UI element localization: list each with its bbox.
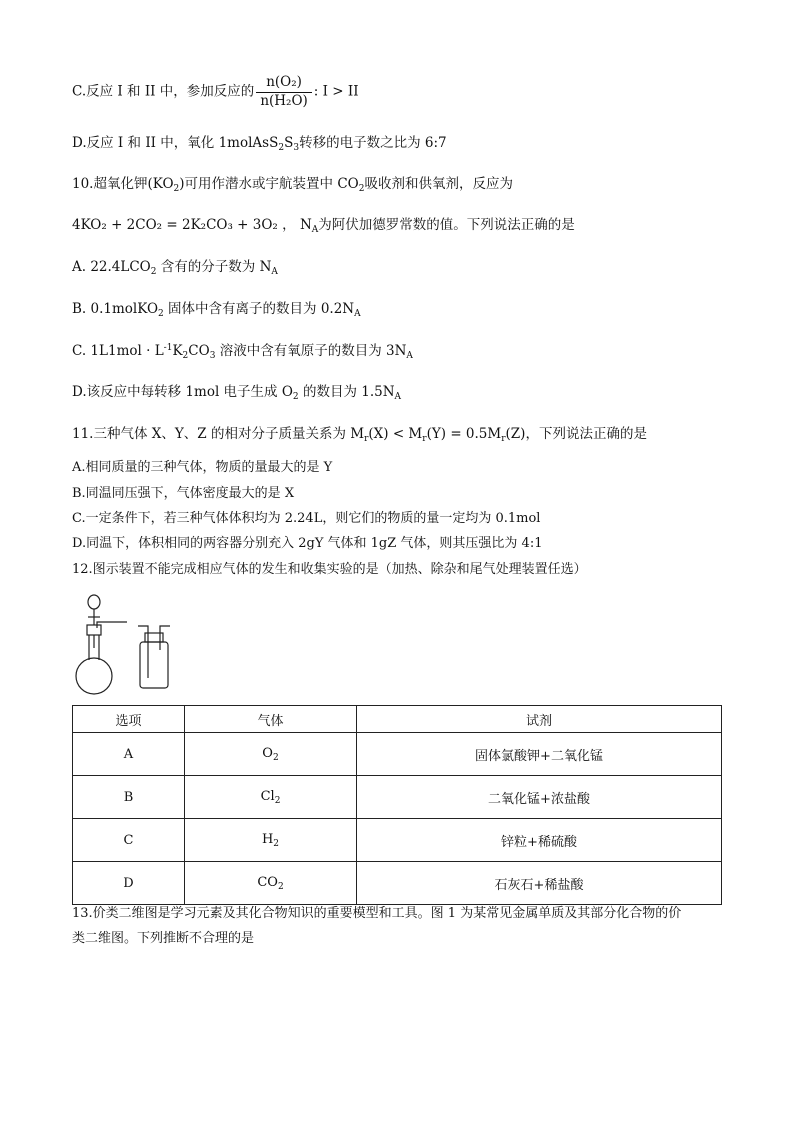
gas-cell	[185, 776, 357, 819]
q11-option-d: D.同温下，体积相同的两容器分别充入 2gY 气体和 1gZ 气体，则其压强比为 4:1	[72, 536, 543, 551]
q9-option-c	[72, 76, 359, 108]
q11-option-c: C.一定条件下，若三种气体体积均为 2.24L，则它们的物质的量一定均为 0.1mol	[72, 511, 541, 526]
subscript: 2	[292, 392, 299, 402]
subscript: 2	[173, 184, 180, 194]
gas-formula: CO	[257, 874, 278, 890]
q12-options-table	[72, 705, 722, 905]
round-bottom-flask	[76, 658, 112, 694]
subscript: 2	[358, 184, 365, 194]
q10-option-b	[72, 303, 361, 319]
q11-option-a: A.相同质量的三种气体，物质的量最大的是 Y	[72, 460, 333, 475]
header-gas: 气体	[185, 706, 357, 733]
q11-stem	[72, 428, 647, 444]
gas-apparatus-diagram	[72, 590, 182, 702]
subscript: A	[406, 351, 413, 361]
collection-bottle	[140, 642, 168, 688]
q11-stem-c: (Y) = 0.5M	[426, 426, 502, 442]
avogadro-symbol: N	[299, 217, 312, 233]
header-option: 选项	[73, 706, 185, 733]
q10-stem	[72, 178, 513, 194]
q10-c-co: CO	[188, 343, 210, 359]
q10-b-text: B. 0.1molKO	[72, 301, 159, 317]
gas-cell	[185, 862, 357, 905]
q9-c-text: C.反应 I 和 II 中，参加反应的	[72, 83, 255, 100]
subscript: 2	[150, 267, 157, 277]
subscript: r	[364, 434, 369, 444]
fraction-denominator: n(H₂O)	[260, 92, 308, 109]
q9-c-suffix: : I > II	[313, 83, 359, 100]
subscript: A	[354, 309, 361, 319]
subscript: r	[501, 434, 506, 444]
q10-stem-b: )可用作潜水或宇航装置中 CO	[179, 176, 359, 192]
q13-stem-line1: 13.价类二维图是学习元素及其化合物知识的重要模型和工具。图 1 为某常见金属单质及其部分化合物的价	[72, 906, 682, 921]
option-cell: A	[73, 733, 185, 776]
subscript: 2	[277, 881, 284, 892]
table-row	[73, 819, 722, 862]
subscript: 3	[209, 351, 216, 361]
q10-option-a	[72, 261, 278, 277]
fraction-numerator: n(O₂)	[256, 76, 311, 93]
reagent-cell: 二氧化锰+浓盐酸	[357, 776, 722, 819]
subscript: 2	[182, 351, 189, 361]
reagent-cell: 锌粒+稀硫酸	[357, 819, 722, 862]
q10-c-k: K	[172, 343, 183, 359]
q9-d-tail: 转移的电子数之比为 6:7	[299, 135, 447, 151]
reagent-cell: 固体氯酸钾+二氧化锰	[357, 733, 722, 776]
q10-equation: 4KO₂ + 2CO₂ = 2K₂CO₃ + 3O₂ ，	[72, 217, 296, 233]
q10-d-tail: 的数目为 1.5N	[298, 384, 395, 400]
gas-cell	[185, 733, 357, 776]
gas-cell	[185, 819, 357, 862]
table-row	[73, 776, 722, 819]
q10-a-tail: 含有的分子数为 N	[156, 259, 272, 275]
subscript: 3	[293, 143, 300, 153]
q10-option-c	[72, 344, 413, 361]
subscript: 2	[274, 795, 281, 806]
gas-formula: O	[262, 745, 273, 761]
q10-equation-line	[72, 219, 575, 235]
q10-equation-tail: 为阿伏加德罗常数的值。下列说法正确的是	[318, 217, 575, 233]
subscript: A	[271, 267, 278, 277]
q10-option-d	[72, 386, 401, 402]
q11-option-b: B.同温同压强下，气体密度最大的是 X	[72, 486, 295, 501]
q12-stem: 12.图示装置不能完成相应气体的发生和收集实验的是（加热、除杂和尾气处理装置任选）	[72, 562, 587, 577]
gas-formula: H	[261, 831, 274, 847]
q10-b-tail: 固体中含有离子的数目为 0.2N	[163, 301, 355, 317]
subscript: A	[394, 392, 402, 402]
q10-c-text: C. 1L1mol · L	[72, 343, 164, 359]
option-cell: B	[73, 776, 185, 819]
subscript: 2	[272, 752, 279, 763]
subscript: 2	[278, 143, 285, 153]
table-row	[73, 733, 722, 776]
q10-a-text: A. 22.4LCO	[72, 259, 151, 275]
q10-stem-a: 10.超氧化钾(KO	[72, 176, 174, 192]
subscript: A	[311, 225, 319, 235]
option-cell: D	[73, 862, 185, 905]
table-header-row	[73, 706, 722, 733]
q11-stem-b: (X) < M	[368, 426, 423, 442]
option-cell: C	[73, 819, 185, 862]
subscript: 2	[273, 838, 280, 849]
subscript: 2	[158, 309, 164, 319]
q10-c-tail: 溶液中含有氧原子的数目为 3N	[215, 343, 407, 359]
q9-d-s: S	[284, 135, 294, 151]
q9-option-d	[72, 137, 447, 153]
q9-d-text: D.反应 I 和 II 中，氧化 1molAsS	[72, 135, 279, 151]
superscript: -1	[163, 343, 173, 353]
q10-d-text: D.该反应中每转移 1mol 电子生成 O	[72, 384, 293, 400]
q13-stem-line2: 类二维图。下列推断不合理的是	[72, 931, 255, 946]
flask-stopper	[87, 625, 101, 635]
header-reagent: 试剂	[357, 706, 722, 733]
q11-stem-a: 11.三种气体 X、Y、Z 的相对分子质量关系为 M	[72, 426, 365, 442]
q10-stem-c: 吸收剂和供氧剂，反应为	[364, 176, 513, 192]
table-row	[73, 862, 722, 905]
gas-formula: Cl	[260, 788, 275, 804]
q9-c-fraction	[256, 76, 311, 108]
funnel-bulb	[88, 595, 100, 609]
q11-stem-d: (Z)，下列说法正确的是	[505, 426, 647, 442]
subscript: r	[422, 434, 427, 444]
reagent-cell: 石灰石+稀盐酸	[357, 862, 722, 905]
